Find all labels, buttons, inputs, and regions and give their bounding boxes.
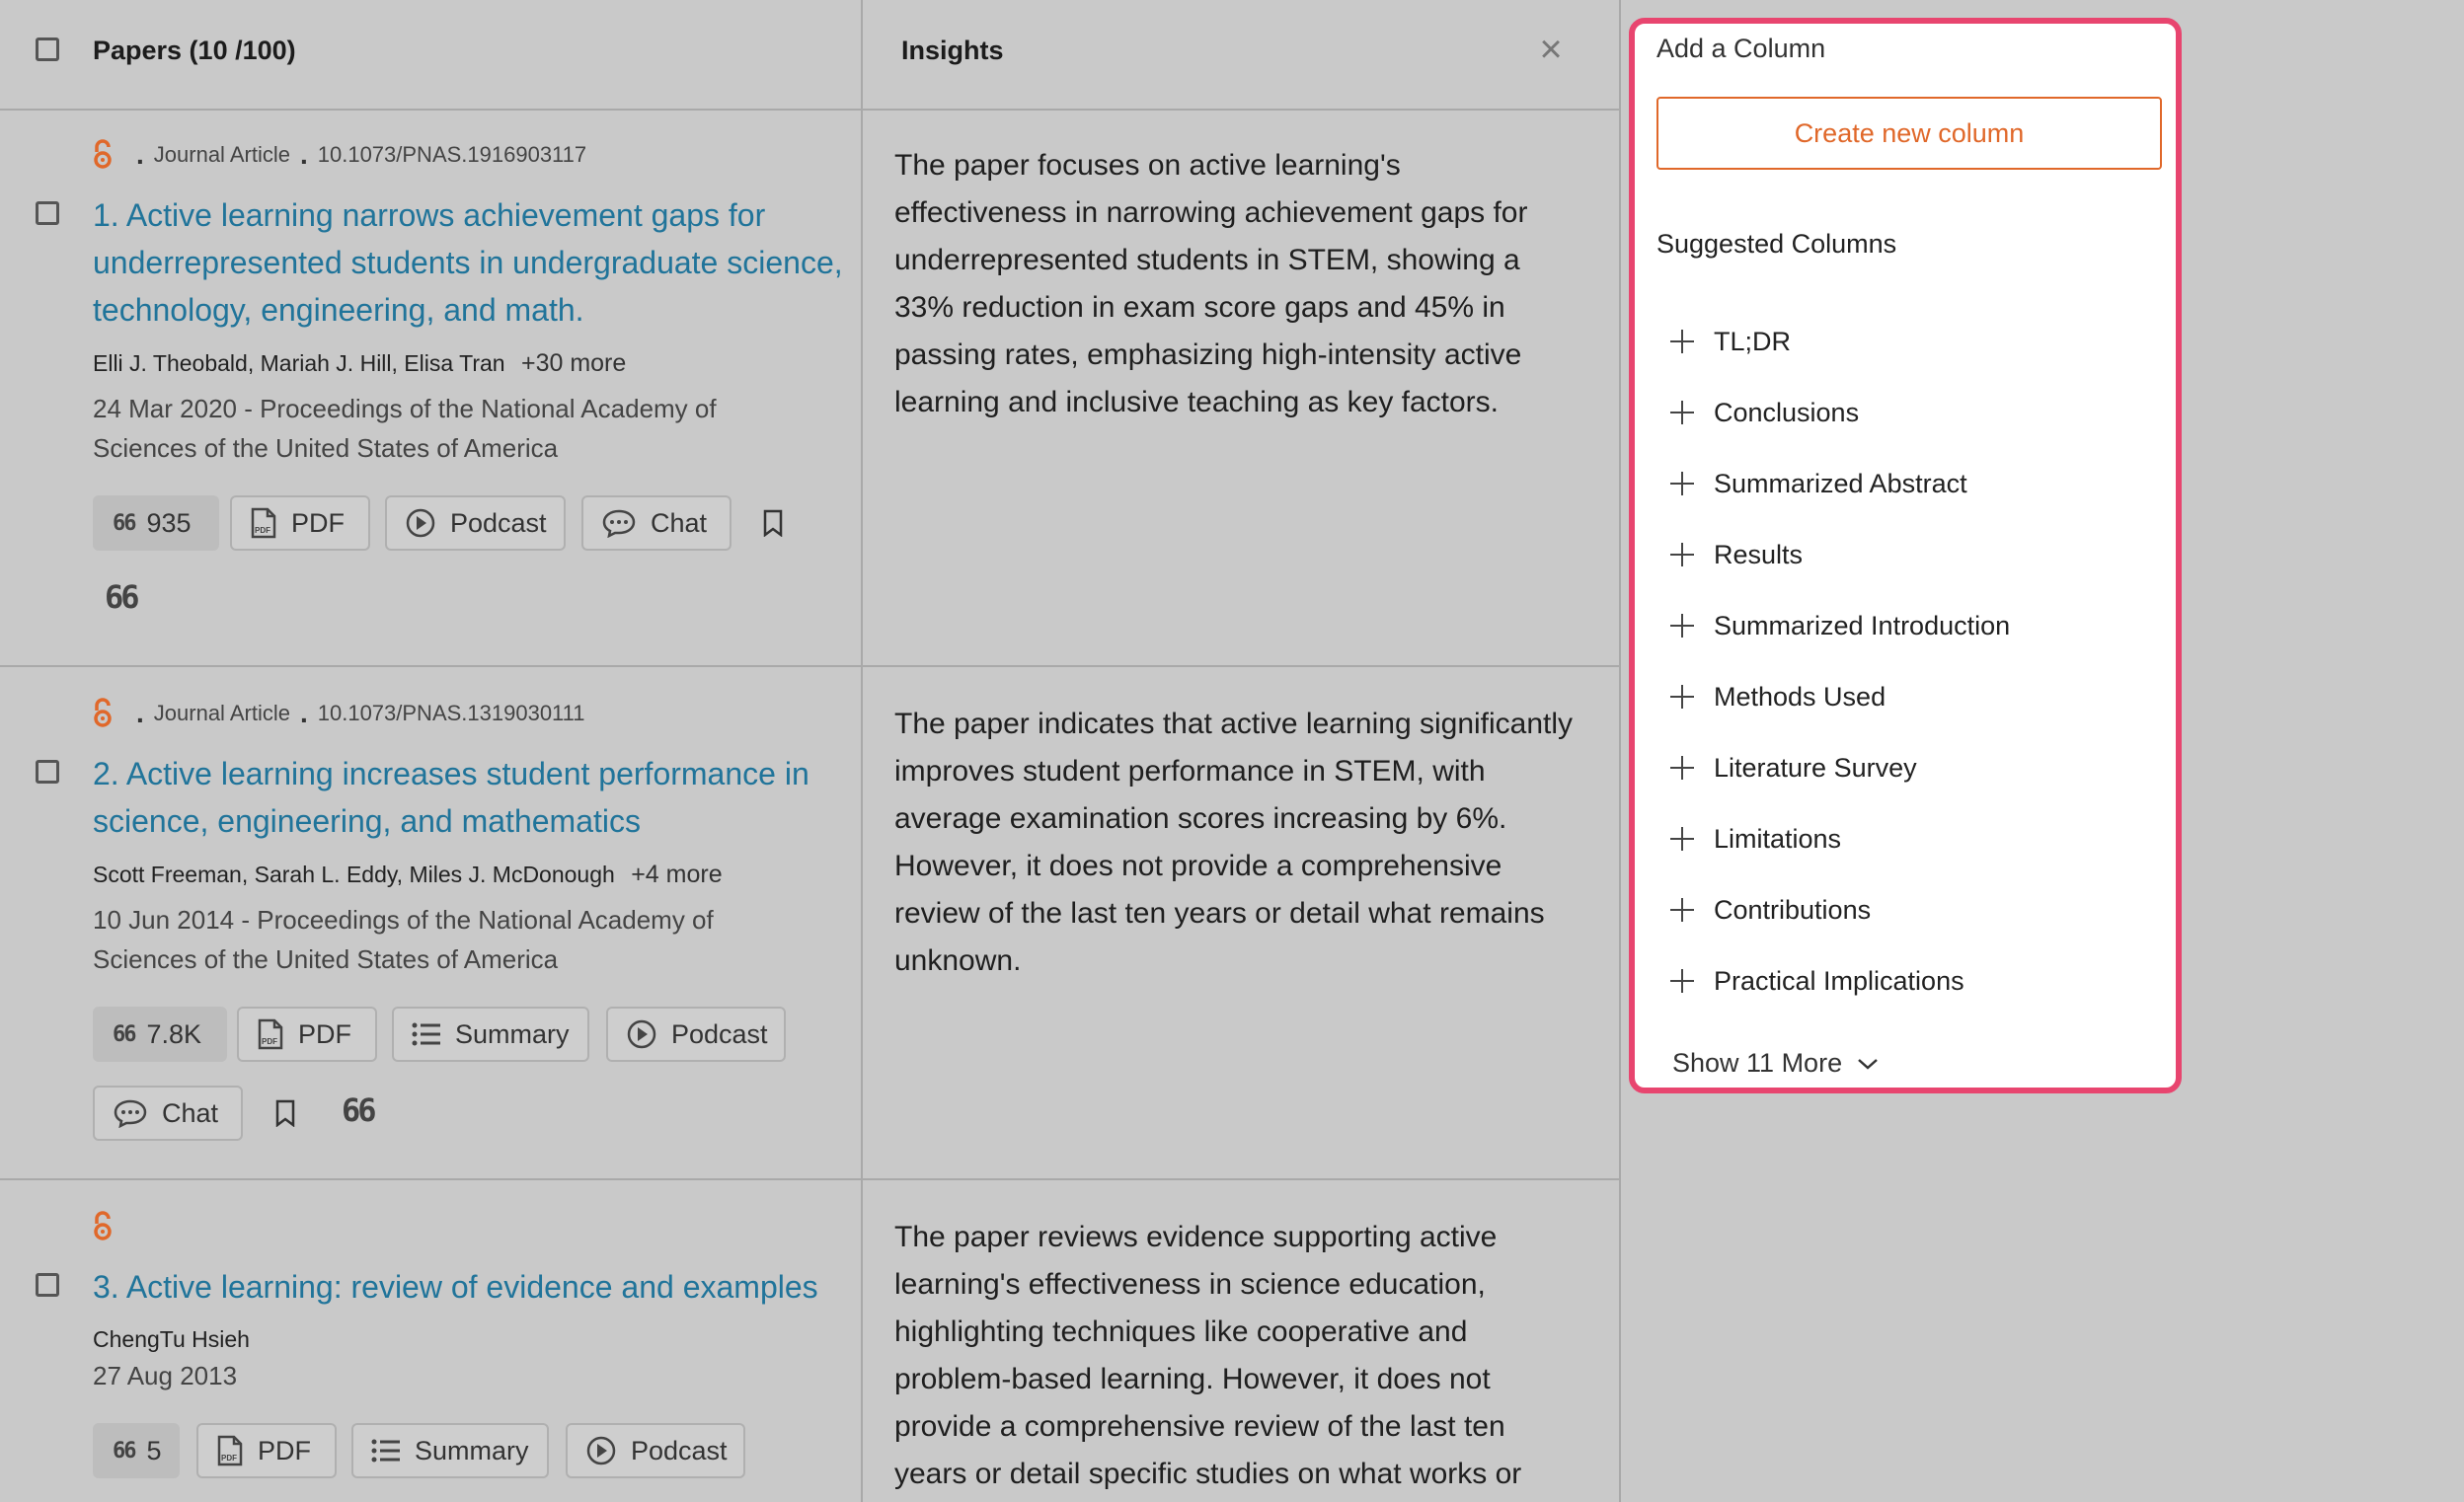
chat-button[interactable] — [93, 1086, 243, 1141]
plus-icon — [1670, 756, 1694, 780]
suggested-column-item[interactable] — [1670, 677, 1886, 716]
pdf-icon — [216, 1435, 244, 1466]
create-new-column-button[interactable]: Create new column — [1656, 97, 2162, 170]
suggested-column-item[interactable] — [1670, 606, 2010, 645]
doi: 10.1073/PNAS.1916903117 — [317, 142, 587, 167]
podcast-button[interactable] — [385, 495, 566, 551]
insight-text: The paper focuses on active learning's effectiveness in narrowing achievement gaps for underrepresented students in STEM, showing a 33% reduction in exam score gaps and 45% in passing rates, emphasizing high-intensity active learning and inclusive teaching as key factors. — [894, 149, 1528, 418]
close-column-icon[interactable]: × — [1539, 28, 1563, 71]
chat-icon — [113, 1098, 148, 1128]
plus-icon — [1670, 898, 1694, 922]
citations-badge[interactable] — [93, 1423, 180, 1478]
chat-icon — [601, 508, 637, 538]
paper-meta — [93, 1210, 126, 1243]
pdf-label: PDF — [291, 507, 345, 538]
show-more-label: Show 11 More — [1672, 1048, 1843, 1078]
papers-column-title: Papers (10 /100) — [93, 36, 296, 65]
pdf-button[interactable] — [237, 1007, 377, 1062]
play-circle-icon — [585, 1435, 617, 1466]
suggested-column-label: Literature Survey — [1714, 752, 1917, 783]
suggested-column-label: Methods Used — [1714, 681, 1886, 712]
svg-text:PDF: PDF — [262, 1037, 277, 1046]
suggested-column-item[interactable] — [1670, 535, 1803, 574]
list-icon — [371, 1438, 401, 1464]
suggested-column-label: TL;DR — [1714, 326, 1792, 356]
show-more-button[interactable] — [1672, 1048, 1880, 1079]
chat-label: Chat — [651, 507, 708, 538]
citations-badge[interactable] — [93, 1007, 227, 1062]
author-names: Scott Freeman, Sarah L. Eddy, Miles J. McDonough — [93, 862, 615, 887]
table-row — [0, 109, 1621, 667]
podcast-label: Podcast — [450, 507, 547, 538]
paper-date-venue: 10 Jun 2014 - Proceedings of the National Academy of Sciences of the United States of America — [93, 905, 714, 974]
podcast-label: Podcast — [671, 1018, 768, 1049]
suggested-column-item[interactable] — [1670, 819, 1841, 859]
row-checkbox[interactable] — [36, 201, 59, 225]
suggested-column-item[interactable] — [1670, 464, 1967, 503]
paper-date-venue: 24 Mar 2020 - Proceedings of the National Academy of Sciences of the United States of America — [93, 394, 717, 463]
suggested-column-item[interactable] — [1670, 748, 1917, 788]
summary-label: Summary — [455, 1018, 570, 1049]
paper-meta: . Journal Article . 10.1073/PNAS.1319030111 — [93, 697, 585, 730]
play-circle-icon — [626, 1018, 657, 1050]
paper-date-venue: 27 Aug 2013 — [93, 1361, 238, 1390]
suggested-column-label: Summarized Introduction — [1714, 610, 2011, 640]
citation-count: 935 — [146, 507, 192, 538]
suggested-column-label: Limitations — [1714, 823, 1842, 854]
plus-icon — [1670, 401, 1694, 424]
plus-icon — [1670, 543, 1694, 566]
suggested-column-label: Results — [1714, 539, 1804, 569]
more-authors-link[interactable]: +4 more — [631, 861, 723, 888]
suggested-column-label: Contributions — [1714, 894, 1872, 925]
paper-title-link[interactable]: 2. Active learning increases student performance in science, engineering, and mathematics — [93, 756, 809, 839]
row-checkbox[interactable] — [36, 1273, 59, 1297]
summary-label: Summary — [415, 1435, 529, 1465]
citations-badge[interactable] — [93, 495, 219, 551]
add-column-panel — [1629, 18, 2182, 1093]
paper-authors — [93, 349, 626, 378]
citation-count: 5 — [146, 1435, 162, 1465]
insight-text: The paper reviews evidence supporting active learning's effectiveness in science education, highlighting techniques like cooperative and problem-based learning. However, it does not provide a comprehensive review of the last ten years or detail specific studies on what works or — [894, 1221, 1522, 1490]
table-row — [0, 1180, 1621, 1502]
bookmark-icon[interactable] — [762, 509, 784, 537]
cite-icon[interactable]: 66 — [105, 578, 137, 616]
cite-icon[interactable]: 66 — [342, 1091, 374, 1129]
pdf-icon — [250, 507, 277, 539]
plus-icon — [1670, 685, 1694, 709]
publication-type: Journal Article — [153, 701, 290, 725]
suggested-column-label: Conclusions — [1714, 397, 1860, 427]
panel-title: Add a Column — [1656, 34, 1826, 63]
pdf-label: PDF — [298, 1018, 351, 1049]
insight-text: The paper indicates that active learning significantly improves student performance in STEM, with average examination scores increasing by 6%. However, it does not provide a comprehensive review of the last ten years or detail what remains unknown. — [894, 708, 1574, 977]
summary-button[interactable] — [392, 1007, 589, 1062]
pdf-label: PDF — [258, 1435, 311, 1465]
publication-type: Journal Article — [153, 142, 290, 167]
pdf-button[interactable] — [196, 1423, 337, 1478]
podcast-button[interactable] — [566, 1423, 745, 1478]
pdf-button[interactable] — [230, 495, 370, 551]
bookmark-icon[interactable] — [274, 1099, 296, 1127]
paper-title-link[interactable]: 1. Active learning narrows achievement gaps for underrepresented students in undergraduate science, technology, engineering, and math. — [93, 197, 843, 328]
svg-text:PDF: PDF — [255, 526, 270, 535]
quote-icon: 66 — [113, 510, 135, 536]
quote-icon: 66 — [113, 1021, 135, 1047]
author-names: ChengTu Hsieh — [93, 1326, 250, 1352]
quote-icon: 66 — [113, 1438, 135, 1464]
open-access-icon — [93, 1210, 113, 1243]
more-authors-link[interactable]: +30 more — [520, 349, 627, 377]
select-all-checkbox[interactable] — [36, 38, 59, 61]
plus-icon — [1670, 330, 1694, 353]
chat-label: Chat — [162, 1097, 219, 1128]
podcast-button[interactable] — [606, 1007, 786, 1062]
table-header — [0, 0, 1621, 111]
author-names: Elli J. Theobald, Mariah J. Hill, Elisa Tran — [93, 350, 505, 376]
plus-icon — [1670, 969, 1694, 993]
suggested-columns-heading: Suggested Columns — [1656, 229, 1897, 259]
chevron-down-icon — [1856, 1056, 1880, 1072]
suggested-column-label: Summarized Abstract — [1714, 468, 1967, 498]
plus-icon — [1670, 472, 1694, 495]
pdf-icon — [257, 1018, 284, 1050]
suggested-column-item[interactable] — [1670, 322, 1791, 361]
table-row — [0, 667, 1621, 1180]
suggested-column-item[interactable] — [1670, 961, 1964, 1001]
citation-count: 7.8K — [146, 1018, 202, 1049]
play-circle-icon — [405, 507, 436, 539]
suggested-column-item[interactable] — [1670, 890, 1871, 930]
suggested-column-label: Practical Implications — [1714, 965, 1964, 996]
open-access-icon — [93, 697, 113, 730]
paper-authors — [93, 861, 723, 889]
chat-button[interactable] — [581, 495, 732, 551]
doi: 10.1073/PNAS.1319030111 — [317, 701, 585, 725]
list-icon — [412, 1021, 441, 1047]
svg-text:PDF: PDF — [221, 1454, 237, 1463]
podcast-label: Podcast — [631, 1435, 728, 1465]
insights-column-title: Insights — [901, 36, 1004, 65]
summary-button[interactable] — [351, 1423, 549, 1478]
paper-authors — [93, 1326, 250, 1353]
suggested-column-item[interactable] — [1670, 393, 1859, 432]
paper-title-link[interactable]: 3. Active learning: review of evidence and examples — [93, 1269, 818, 1305]
plus-icon — [1670, 827, 1694, 851]
row-checkbox[interactable] — [36, 760, 59, 784]
plus-icon — [1670, 614, 1694, 638]
open-access-icon — [93, 138, 113, 172]
paper-meta: . Journal Article . 10.1073/PNAS.1916903117 — [93, 138, 586, 172]
